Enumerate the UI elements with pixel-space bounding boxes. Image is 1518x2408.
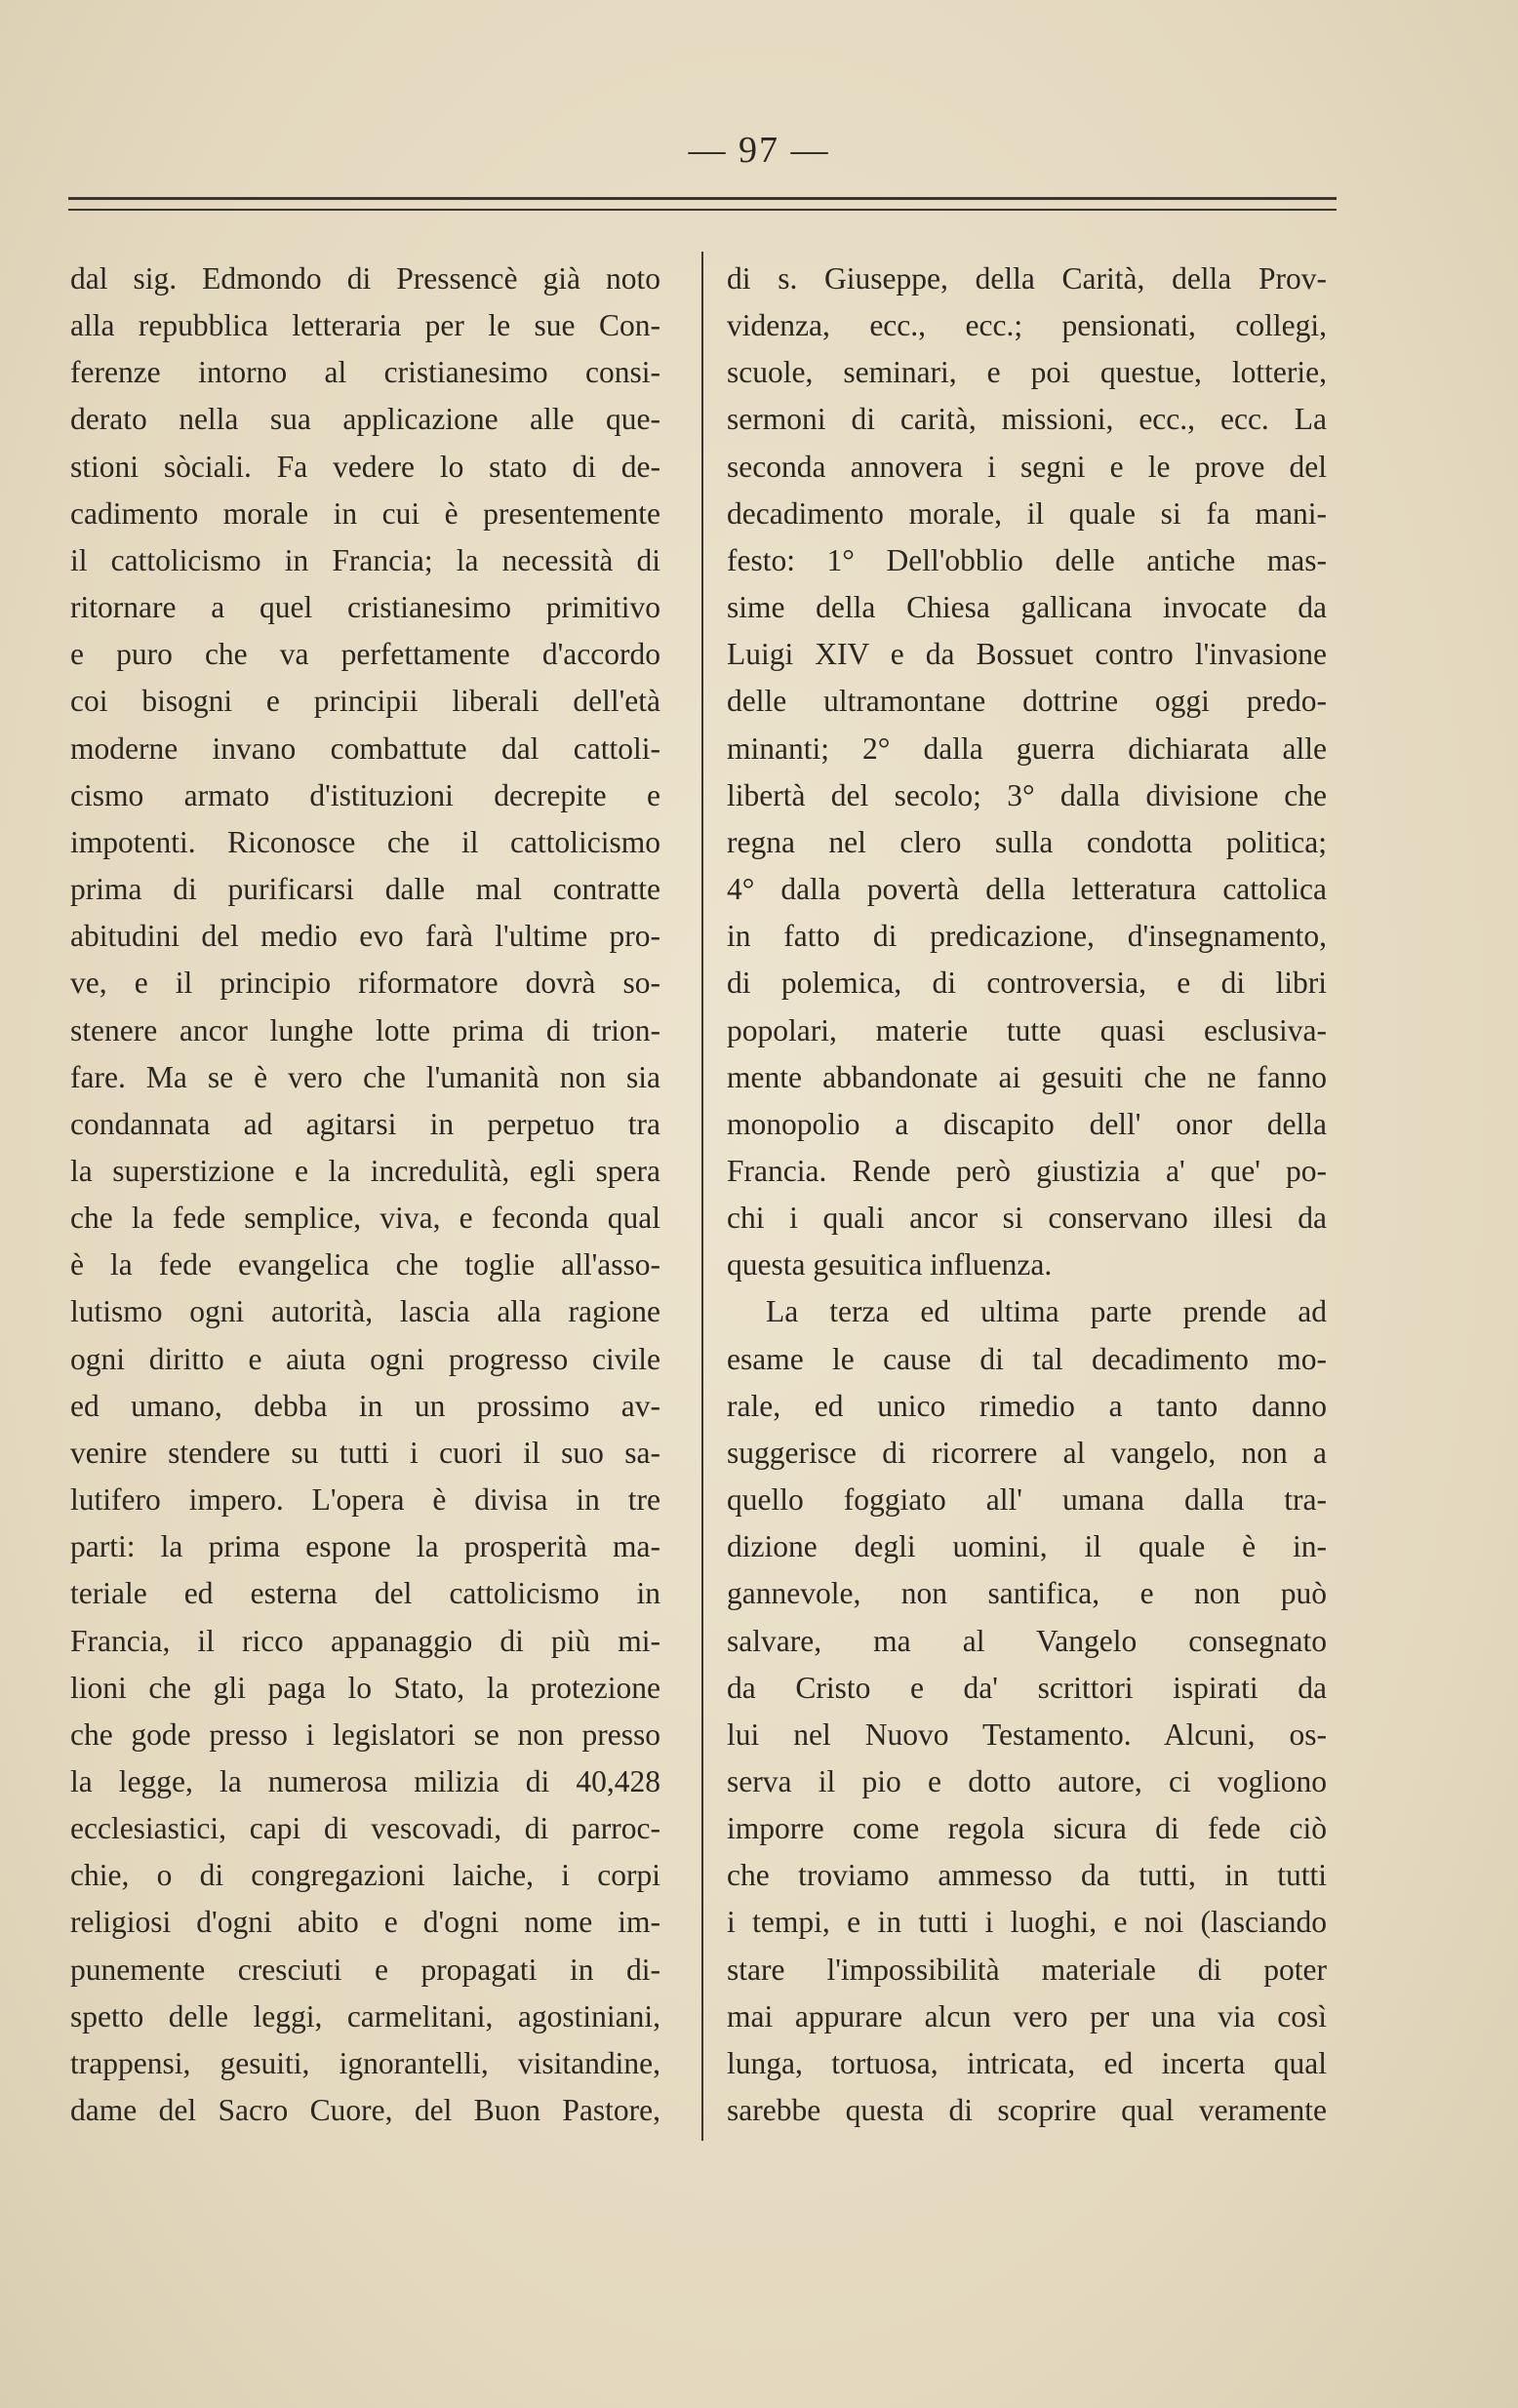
text-line: prima di purificarsi dalle mal contratte: [70, 872, 660, 907]
text-line: i tempi, e in tutti i luoghi, e noi (lasciando: [727, 1905, 1327, 1940]
text-line: stare l'impossibilità materiale di poter: [727, 1952, 1327, 1987]
text-line: fare. Ma se è vero che l'umanità non sia: [70, 1059, 660, 1094]
text-line: ecclesiastici, capi di vescovadi, di parroc-: [70, 1811, 660, 1846]
text-line: di s. Giuseppe, della Carità, della Prov-: [727, 261, 1327, 296]
text-line: videnza, ecc., ecc.; pensionati, collegi,: [727, 308, 1327, 343]
text-line: chi i quali ancor si conservano illesi da: [727, 1201, 1327, 1236]
text-line: rale, ed unico rimedio a tanto danno: [727, 1388, 1327, 1423]
text-line: gannevole, non santifica, e non può: [727, 1576, 1327, 1611]
text-line: coi bisogni e principii liberali dell'età: [70, 684, 660, 719]
text-line: ferenze intorno al cristianesimo consi-: [70, 355, 660, 390]
text-line: il cattolicismo in Francia; la necessità di: [70, 542, 660, 577]
right-column: [727, 256, 1327, 2134]
text-line: mente abbandonate ai gesuiti che ne fanno: [727, 1059, 1327, 1094]
text-line: ogni diritto e aiuta ogni progresso civile: [70, 1341, 660, 1376]
text-line: che la fede semplice, viva, e feconda qual: [70, 1201, 660, 1236]
text-line: quello foggiato all' umana dalla tra-: [727, 1482, 1327, 1518]
text-line: dizione degli uomini, il quale è in-: [727, 1529, 1327, 1564]
text-line: Francia. Rende però giustizia a' que' po-: [727, 1153, 1327, 1188]
text-line: monopolio a discapito dell' onor della: [727, 1106, 1327, 1141]
text-line: venire stendere su tutti i cuori il suo sa-: [70, 1435, 660, 1470]
text-line: impotenti. Riconosce che il cattolicismo: [70, 824, 660, 859]
header-rule-thick: [68, 197, 1337, 200]
text-line: lutifero impero. L'opera è divisa in tre: [70, 1482, 660, 1518]
text-line: e puro che va perfettamente d'accordo: [70, 637, 660, 672]
text-line: cadimento morale in cui è presentemente: [70, 495, 660, 531]
text-line: è la fede evangelica che toglie all'asso-: [70, 1247, 660, 1283]
text-line: che troviamo ammesso da tutti, in tutti: [727, 1858, 1327, 1893]
page-number: — 97 —: [688, 130, 830, 171]
left-column: [70, 256, 660, 2134]
text-line: ve, e il principio riformatore dovrà so-: [70, 966, 660, 1001]
text-line: minanti; 2° dalla guerra dichiarata alle: [727, 730, 1327, 766]
text-line: sermoni di carità, missioni, ecc., ecc. La: [727, 402, 1327, 437]
text-line: Luigi XIV e da Bossuet contro l'invasione: [727, 637, 1327, 672]
text-line: cismo armato d'istituzioni decrepite e: [70, 777, 660, 812]
text-line: Francia, il ricco appanaggio di più mi-: [70, 1623, 660, 1658]
text-line: abitudini del medio evo farà l'ultime pro-: [70, 919, 660, 954]
text-line: lioni che gli paga lo Stato, la protezione: [70, 1670, 660, 1705]
text-line: condannata ad agitarsi in perpetuo tra: [70, 1106, 660, 1141]
text-line: lunga, tortuosa, intricata, ed incerta qual: [727, 2045, 1327, 2080]
text-line: parti: la prima espone la prosperità ma-: [70, 1529, 660, 1564]
text-line: chie, o di congregazioni laiche, i corpi: [70, 1858, 660, 1893]
text-line: stenere ancor lunghe lotte prima di trion-: [70, 1012, 660, 1047]
text-line: in fatto di predicazione, d'insegnamento,: [727, 919, 1327, 954]
text-line: la legge, la numerosa milizia di 40,428: [70, 1764, 660, 1798]
text-line: festo: 1° Dell'obblio delle antiche mas-: [727, 542, 1327, 577]
text-line: popolari, materie tutte quasi esclusiva-: [727, 1012, 1327, 1047]
text-line: mai appurare alcun vero per una via così: [727, 1998, 1327, 2033]
text-line: seconda annovera i segni e le prove del: [727, 449, 1327, 484]
column-divider: [701, 252, 703, 2141]
text-line: suggerisce di ricorrere al vangelo, non a: [727, 1435, 1327, 1470]
text-line: ed umano, debba in un prossimo av-: [70, 1388, 660, 1423]
text-line: moderne invano combattute dal cattoli-: [70, 730, 660, 766]
text-line: dame del Sacro Cuore, del Buon Pastore,: [70, 2093, 660, 2128]
text-line: 4° dalla povertà della letteratura cattolica: [727, 872, 1327, 907]
text-line: libertà del secolo; 3° dalla divisione che: [727, 777, 1327, 812]
text-line: da Cristo e da' scrittori ispirati da: [727, 1670, 1327, 1705]
text-line: delle ultramontane dottrine oggi predo-: [727, 684, 1327, 719]
text-line: regna nel clero sulla condotta politica;: [727, 824, 1327, 859]
text-line: che gode presso i legislatori se non presso: [70, 1717, 660, 1752]
text-line: spetto delle leggi, carmelitani, agostiniani,: [70, 1998, 660, 2033]
text-line: serva il pio e dotto autore, ci vogliono: [727, 1764, 1327, 1798]
text-line: dal sig. Edmondo di Pressencè già noto: [70, 261, 660, 296]
text-line: sime della Chiesa gallicana invocate da: [727, 590, 1327, 625]
header-rule-thin: [68, 209, 1337, 211]
text-line: decadimento morale, il quale si fa mani-: [727, 495, 1327, 531]
text-line: scuole, seminari, e poi questue, lotterie,: [727, 355, 1327, 390]
text-line: stioni sòciali. Fa vedere lo stato di de-: [70, 449, 660, 484]
text-line: sarebbe questa di scoprire qual veramente: [727, 2093, 1327, 2128]
text-line: La terza ed ultima parte prende ad: [766, 1294, 1327, 1329]
text-line: alla repubblica letteraria per le sue Con-: [70, 308, 660, 343]
text-line: teriale ed esterna del cattolicismo in: [70, 1576, 660, 1611]
text-line: derato nella sua applicazione alle que-: [70, 402, 660, 437]
text-line: lutismo ogni autorità, lascia alla ragione: [70, 1294, 660, 1329]
text-line: ritornare a quel cristianesimo primitivo: [70, 590, 660, 625]
text-line: religiosi d'ogni abito e d'ogni nome im-: [70, 1905, 660, 1940]
text-line: trappensi, gesuiti, ignorantelli, visitandine,: [70, 2045, 660, 2080]
text-line: questa gesuitica influenza.: [727, 1247, 1053, 1283]
text-line: lui nel Nuovo Testamento. Alcuni, os-: [727, 1717, 1327, 1752]
text-line: di polemica, di controversia, e di libri: [727, 966, 1327, 1001]
text-line: la superstizione e la incredulità, egli spera: [70, 1153, 660, 1188]
text-line: punemente cresciuti e propagati in di-: [70, 1952, 660, 1987]
text-line: esame le cause di tal decadimento mo-: [727, 1341, 1327, 1376]
text-line: imporre come regola sicura di fede ciò: [727, 1811, 1327, 1846]
text-line: salvare, ma al Vangelo consegnato: [727, 1623, 1327, 1658]
